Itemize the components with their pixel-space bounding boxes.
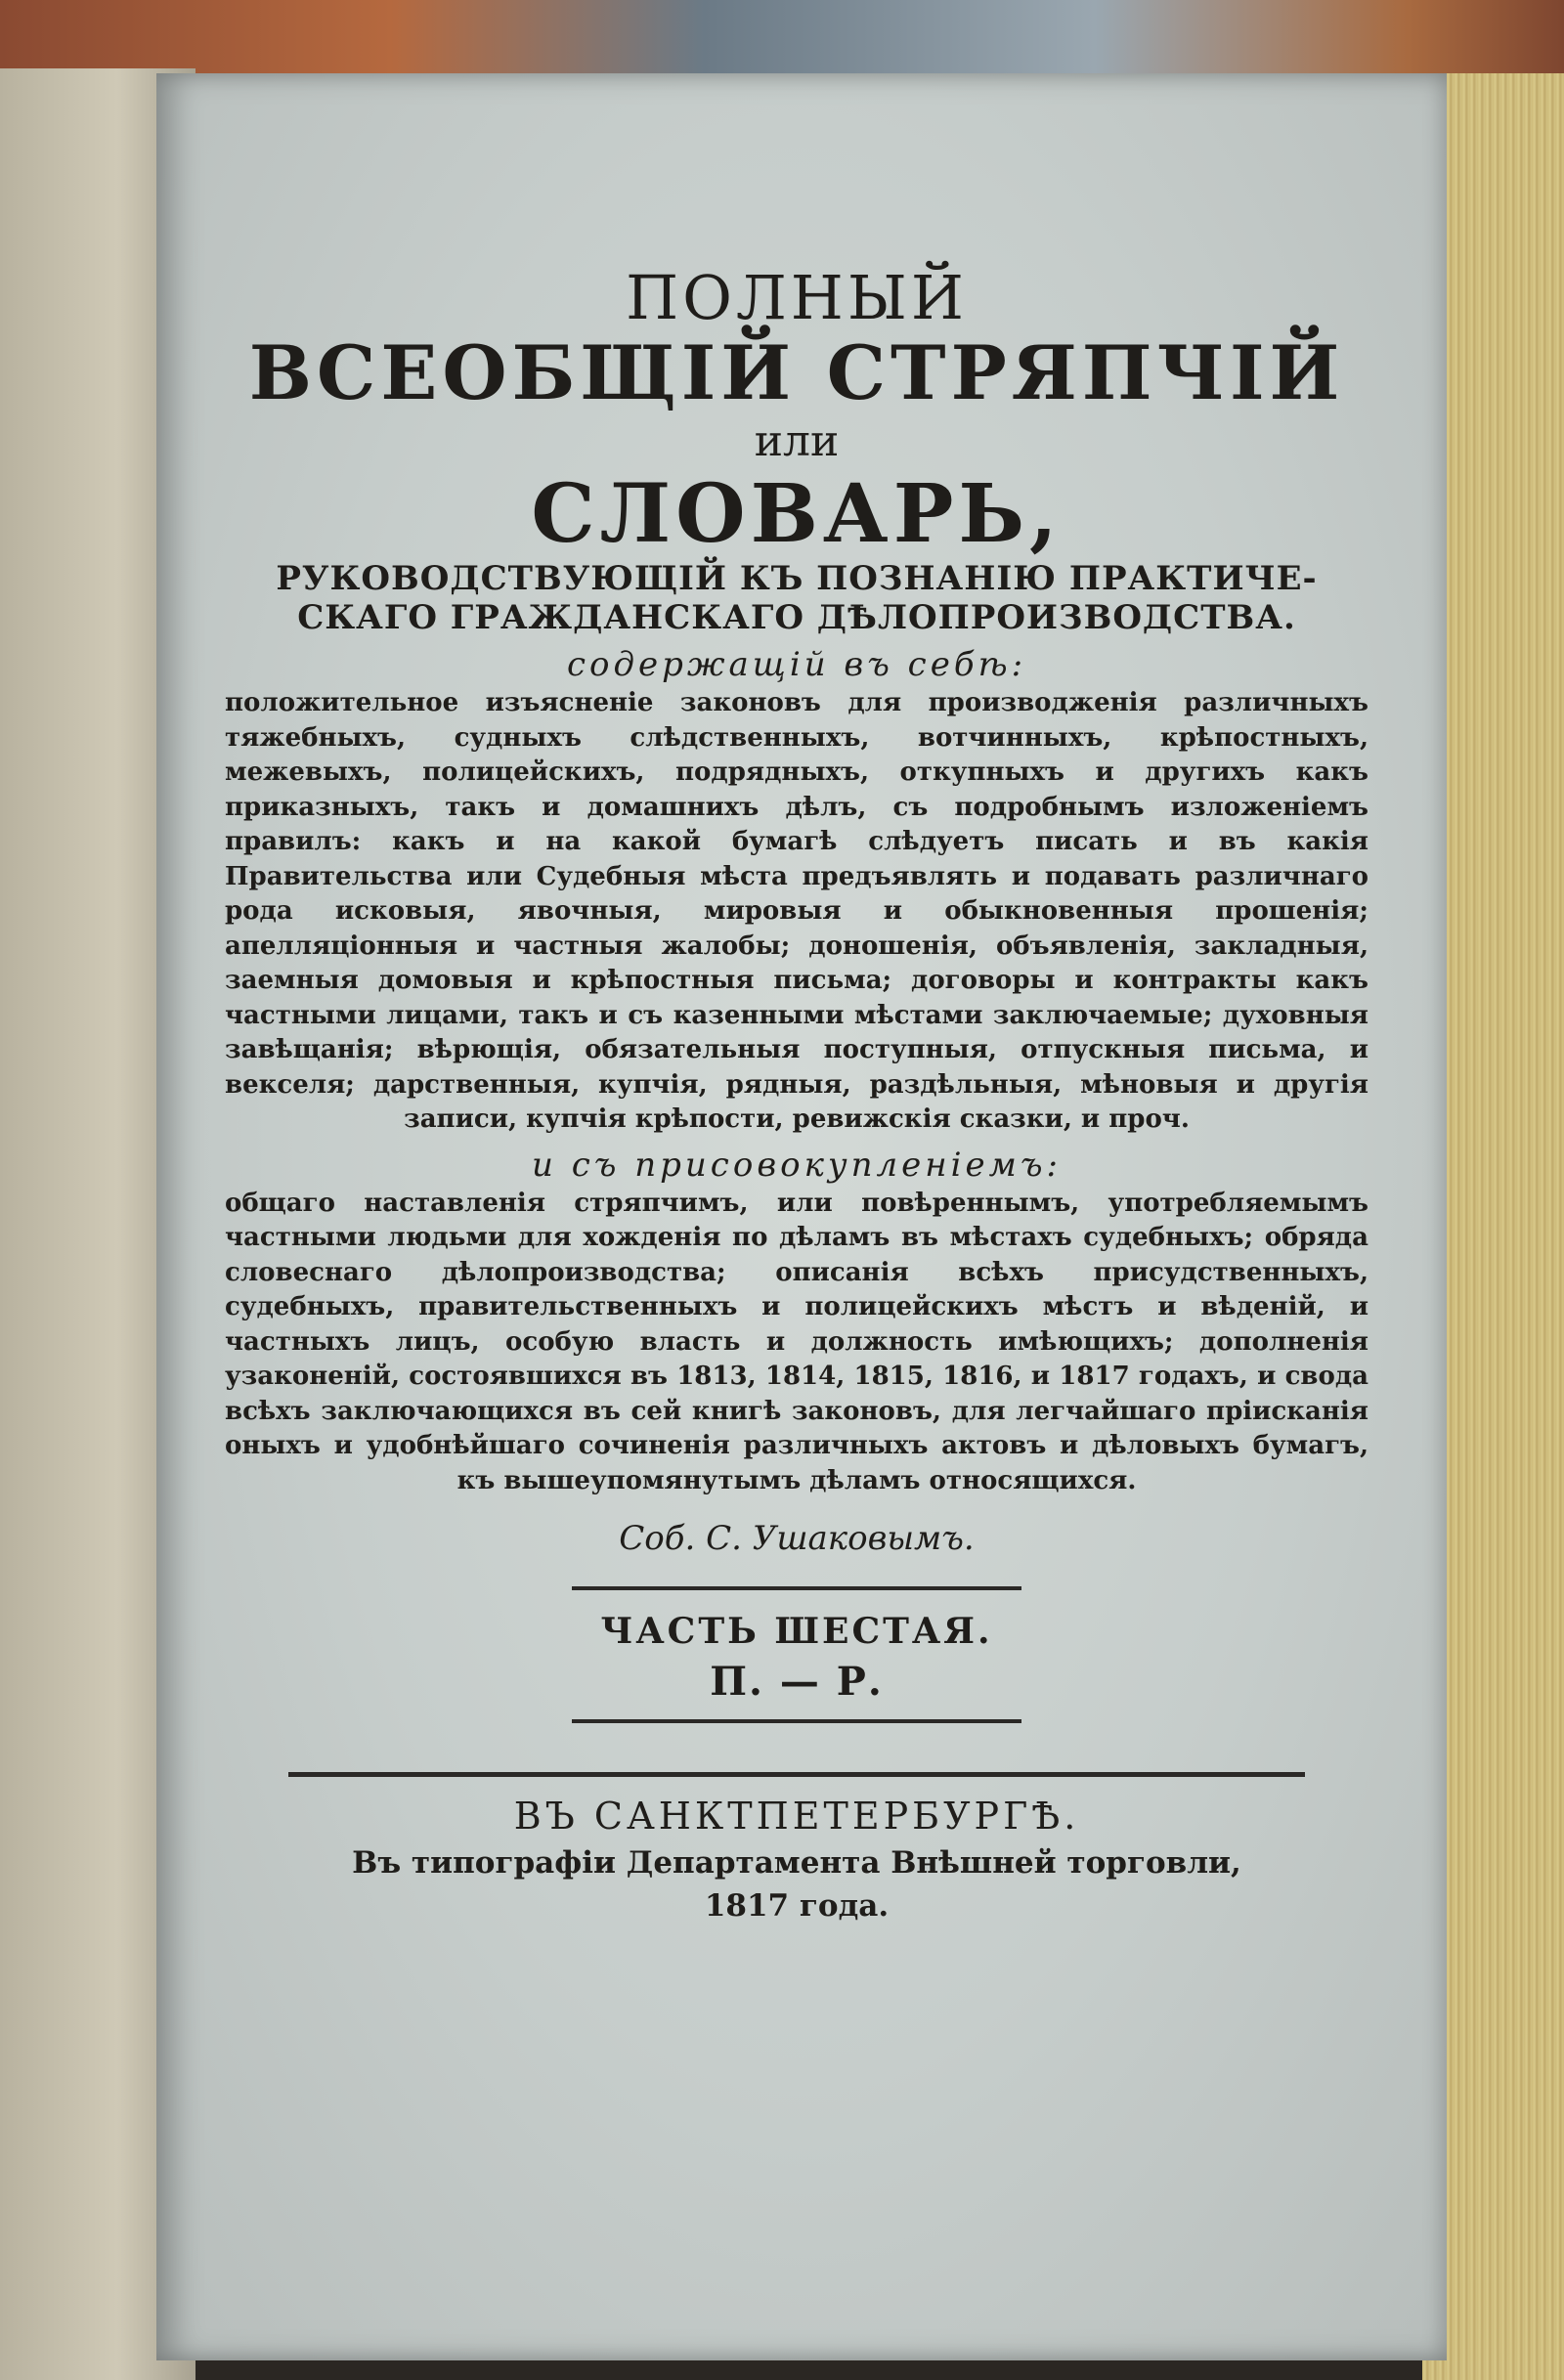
title-line-1: ПОЛНЫЙ	[626, 262, 968, 333]
printer-line: Въ типографіи Департамента Внѣшней торговли,	[352, 1845, 1241, 1881]
divider-middle	[572, 1719, 1021, 1723]
letter-range: П. — Р.	[710, 1659, 884, 1705]
title-page-content	[196, 186, 1398, 1927]
title-line-3: или	[754, 416, 840, 466]
city-line: ВЪ САНКТПЕТЕРБУРГѢ.	[513, 1795, 1080, 1838]
title-page	[156, 73, 1447, 2360]
contents-text: положительное изъясненіе законовъ для производженія различныхъ тяжебныхъ, судныхъ слѣдственныхъ, вотчинныхъ, крѣпостныхъ, межевыхъ, полицейскихъ, подрядныхъ, откупныхъ и другихъ какъ приказныхъ, такъ и домашнихъ дѣлъ, съ подробнымъ изложеніемъ правилъ: какъ и на какой бумагѣ слѣдуетъ писать и въ какія Правительства или Судебныя мѣста предъявлять и подавать различнаго рода исковыя, явочныя, мировыя и обыкновенныя прошенія; апелляціонныя и частныя жалобы; доношенія, объявленія, закладныя, заемныя домовыя и крѣпостныя письма; договоры и контракты какъ частными лицами, такъ и съ казенными мѣстами заключаемые; духовныя завѣщанія; вѣрющія, обязательныя поступныя, отпускныя письма, и векселя; дарственныя, купчія, рядныя, раздѣльныя, мѣновыя и другія записи, купчія крѣпости, ревижскія сказки, и проч.	[225, 688, 1368, 1134]
divider-upper	[572, 1586, 1021, 1590]
author-line: Соб. С. Ушаковымъ.	[619, 1519, 975, 1558]
subtitle-line-2: СКАГО ГРАЖДАНСКАГО ДѢЛОПРОИЗВОДСТВА.	[297, 598, 1296, 637]
divider-lower	[288, 1772, 1305, 1777]
annex-heading: и съ присовокупленіемъ:	[532, 1145, 1062, 1185]
annex-text: общаго наставленія стряпчимъ, или повѣреннымъ, употребляемымъ частными людьми для хожденія по дѣламъ въ мѣстахъ судебныхъ; обряда словеснаго дѣлопроизводства; описанія всѣхъ присудственныхъ, судебныхъ, правительственныхъ и полицейскихъ мѣстъ и вѣденій, и частныхъ лицъ, особую власть и должность имѣющихъ; дополненія узаконеній, состоявшихся въ 1813, 1814, 1815, 1816, и 1817 годахъ, и свода всѣхъ заключающихся въ сей книгѣ законовъ, для легчайшаго прiисканія оныхъ и удобнѣйшаго сочиненія различныхъ актовъ и дѣловыхъ бумагъ, къ вышеупомянутымъ дѣламъ относящихся.	[225, 1188, 1368, 1495]
title-line-4: СЛОВАРЬ,	[531, 467, 1063, 561]
subtitle-line-1: РУКОВОДСТВУЮЩІЙ КЪ ПОЗНАНІЮ ПРАКТИЧЕ-	[276, 559, 1318, 598]
year-line: 1817 года.	[704, 1888, 890, 1924]
part-label: ЧАСТЬ ШЕСТАЯ.	[600, 1611, 993, 1652]
contents-heading: содержащій въ себѣ:	[566, 645, 1027, 684]
title-line-2: ВСЕОБЩІЙ СТРЯПЧІЙ	[248, 329, 1345, 416]
